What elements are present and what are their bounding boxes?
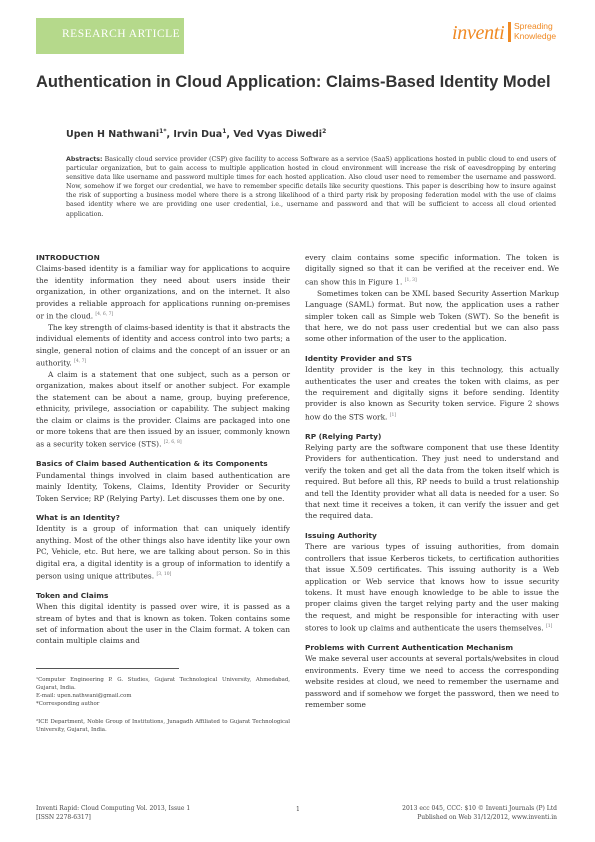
footnotes [36,676,290,734]
author-name: Ved Vyas Diwedi [233,129,323,141]
author-list: Upen H Nathwani$^{1*}$, Irvin Dua$^1$, Ved Vyas Diwedi$^2$ [66,128,327,141]
paragraph: Claims-based identity is a familiar way for applications to acquire the identity information they need about users inside their organization, in other organizations, and on the internet. It also provides a reliable approach for applications running on-premises or in the cloud. [4, 6, 7] [36,264,290,321]
publication-info: 2013 ecc 045, CCC: $10 © Inventi Journals (P) Ltd Published on Web 31/12/2012, www.inventi.in [402,805,557,821]
article-title: Authentication in Cloud Application: Claims-Based Identity Model [36,73,551,91]
section-heading: Problems with Current Authentication Mechanism [305,643,514,652]
author-name: Irvin Dua [173,129,223,141]
paragraph: Identity is a group of information that can uniquely identify anything. Most of the other things also have identity like your own PC, Vehicle, etc. But here, we are talking about person. So in this digital era, a digital identity is a group of information to identify a person using unique attributes. [3, 10] [36,524,290,581]
abstract [66,155,556,219]
section-heading: What is an Identity? [36,512,120,522]
research-article-banner [36,18,184,54]
footnote-email: E-mail: upen.nathwani@gmail.com [36,693,132,699]
section-heading: Token and Claims [36,590,109,600]
paragraph: Sometimes token can be XML based Security Assertion Markup Language (SAML) format. But now, the application uses a rather simpler token call as Simple web Token (SWT). So the benefit is that here, we do not pass user credential but we can also pass some other information of the user to the application. [305,288,559,344]
section-heading: INTRODUCTION [36,253,100,262]
paragraph: Identity provider is the key in this technology, this actually authenticates the user and creates the token with claims, as per the requirement and digitally signs it before sending. Identity provider is also known as Security token service. Figure 2 shows how do the STS work. [1] [305,365,559,422]
section-heading: Issuing Authority [305,530,377,540]
paragraph: every claim contains some specific information. The token is digitally signed so that it can be verified at the receiver end. We can show this in Figure 1. [1, 3] [305,253,559,287]
page-number: 1 [296,806,300,813]
logo-tagline: Spreading Knowledge [514,21,557,41]
left-column [36,252,290,647]
footnote-affiliation-2: ²ICE Department, Noble Group of Institutions, Junagadh Affiliated to Gujarat Technological University, Gujarat, India. [36,719,290,733]
paragraph: We make several user accounts at several portals/websites in cloud environments. Every time we need to access the corresponding website resides at cloud, we need to remember the username and password and if somehow we forget the password, then we need to remember some [305,654,559,710]
footnote-divider [36,668,179,669]
logo-wordmark: inventi [452,22,505,44]
journal-info: Inventi Rapid: Cloud Computing Vol. 2013, Issue 1 [ISSN 2278-6317] [36,805,191,821]
right-column [305,252,559,710]
logo-bar [508,22,511,42]
paragraph: Fundamental things involved in claim based authentication are mainly Identity, Tokens, Claims, Identity Provider or Security Token Service; RP (Relying Party). Let discusses them one by one. [36,470,290,503]
abstract-text: Basically cloud service provider (CSP) give facility to access Software as a service (SaaS) applications hosted in public cloud to end users of particular organization, but to gain access to multiple application hosted in cloud environment will increase the risk of eavesdropping by entering sensitive data like username and password multiple times for each hosted application. Also cloud user need to remember the username and password. Now, somehow if we forget our credential, we have to remember specific details like security questions. This paper is describing how to insure against the risk of supporting a business model where there is a strong likelihood of a third party risk by proposing federation model with the use of claims based identity where we are providing one user credential, i.e., username and password and that will be sufficient to access all cloud oriented application. [66,156,556,218]
section-heading: Basics of Claim based Authentication & its Components [36,459,268,469]
paragraph: The key strength of claims-based identity is that it abstracts the individual elements of identity and access control into two parts; a single, general notion of claims and the concept of an issuer or an authority. [4, 7] [36,322,290,368]
footnote-affiliation-1: ¹Computer Engineering P. G. Studies, Gujarat Technological University, Ahmedabad, Gujarat, India. [36,677,290,691]
paragraph: When this digital identity is passed over wire, it is passed as a stream of bytes and that is known as token. Token contains some set of information about the user in the Claim format. A token can contain multiple claims and [36,602,290,646]
abstract-label: Abstracts: [66,156,103,163]
section-heading: Identity Provider and STS [305,353,413,363]
paragraph: There are various types of issuing authorities, from domain controllers that issue Kerberos tickets, to certification authorities that issue X.509 certificates. This issuing authority is a Web application or Web service that knows how to issue security tokens. It must have enough knowledge to be able to issue the proper claims given the target relying party and the user making the request, and might be responsible for interacting with user stores to look up claims and authenticate the users themselves. [1] [305,542,559,633]
banner-label: RESEARCH ARTICLE [62,28,181,40]
section-heading: RP (Relying Party) [305,431,382,441]
author-name: Upen H Nathwani [66,129,160,141]
footnote-corresponding: *Corresponding author [36,701,100,707]
paragraph: Relying party are the software component that use these Identity Providers for authentication. They just need to understand and verify the token and get all the data from the token itself which is required. But before all this, RP needs to build a trust relationship and tell the Identity provider what all data is needed for a user. So that next time it receives a token, it can verify the issuer and get the required data. [305,443,559,521]
paragraph: A claim is a statement that one subject, such as a person or organization, makes about itself or another subject. For example the statement can be about a name, group, buying preference, ethnicity, privilege, association or capability. The subject making the claim or claims is the provider. Claims are packaged into one or more tokens that are then issued by an issuer, commonly known as a security token service (STS). [2, 6, 8] [36,370,290,449]
